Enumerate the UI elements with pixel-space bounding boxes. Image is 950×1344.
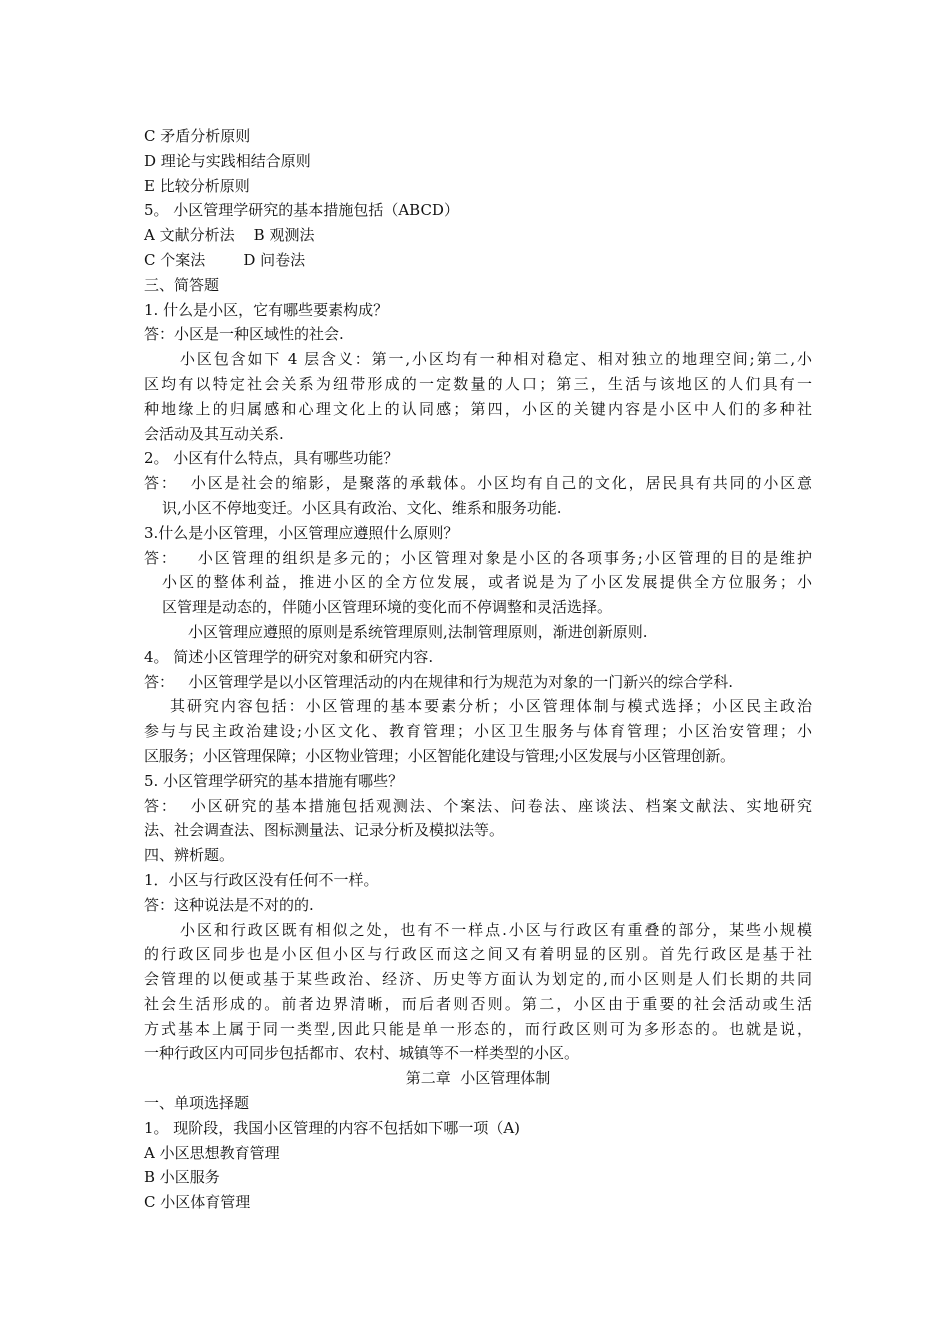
sa-answer-3-line-2: 小区的整体利益，推进小区的全方位发展，或者说是为了小区发展提供全方位服务；小 bbox=[162, 573, 812, 592]
options-a-b: A 文献分析法 B 观测法 bbox=[144, 226, 315, 245]
option-e-comparison: E 比较分析原则 bbox=[144, 176, 250, 195]
sa-answer-1-line-3: 种地缘上的归属感和心理文化上的认同感；第四，小区的关键内容是小区中人们的多种社 bbox=[144, 399, 812, 418]
sa-answer-1-paragraph bbox=[144, 347, 812, 446]
sa-answer-5-line-2: 法、社会调查法、图标测量法、记录分析及模拟法等。 bbox=[144, 821, 505, 840]
sc-option-c: C 小区体育管理 bbox=[144, 1193, 251, 1212]
an-question-1: 1．小区与行政区没有任何不一样。 bbox=[144, 870, 379, 889]
sa-question-5: 5. 小区管理学研究的基本措施有哪些？ bbox=[144, 771, 404, 790]
option-d-theory-practice: D 理论与实践相结合原则 bbox=[144, 151, 311, 170]
sa-answer-4-line-3: 参与与民主政治建设;小区文化、教育管理；小区卫生服务与体育管理；小区治安管理；小 bbox=[144, 722, 812, 741]
sa-question-3: 3.什么是小区管理，小区管理应遵照什么原则？ bbox=[144, 523, 459, 542]
sa-answer-1-line-4: 会活动及其互动关系. bbox=[144, 424, 284, 443]
sc-option-b: B 小区服务 bbox=[144, 1168, 220, 1187]
an-answer-1-intro: 答：这种说法是不对的的. bbox=[144, 895, 314, 914]
an-answer-1-line-5: 方式基本上属于同一类型,因此只能是单一形态的，而行政区则可为多形态的。也就是说， bbox=[144, 1019, 812, 1038]
an-answer-1-line-1: 小区和行政区既有相似之处，也有不一样点.小区与行政区有重叠的部分，某些小规模 bbox=[180, 920, 812, 939]
sc-question-1: 1。 现阶段，我国小区管理的内容不包括如下哪一项（A) bbox=[144, 1118, 520, 1137]
sa-answer-4-line-2: 其研究内容包括：小区管理的基本要素分析；小区管理体制与模式选择；小区民主政治 bbox=[170, 697, 812, 716]
sa-answer-4-line-4: 区服务；小区管理保障；小区物业管理；小区智能化建设与管理;小区发展与小区管理创新。 bbox=[144, 746, 735, 765]
section-single-choice-heading: 一、单项选择题 bbox=[144, 1094, 250, 1113]
sa-answer-4-line-1: 答： 小区管理学是以小区管理活动的内在规律和行为规范为对象的一门新兴的综合学科. bbox=[144, 672, 734, 691]
sa-answer-3-paragraph bbox=[144, 546, 812, 645]
an-answer-1-line-6: 一种行政区内可同步包括都市、农村、城镇等不一样类型的小区。 bbox=[144, 1044, 580, 1063]
sa-question-4: 4。 简述小区管理学的研究对象和研究内容. bbox=[144, 647, 434, 666]
sa-answer-3-principles: 小区管理应遵照的原则是系统管理原则,法制管理原则，渐进创新原则. bbox=[188, 622, 648, 641]
sa-answer-2-line-2: 识,小区不停地变迁。小区具有政治、文化、维系和服务功能. bbox=[162, 498, 562, 517]
sa-answer-3-line-3: 区管理是动态的，伴随小区管理环境的变化而不停调整和灵活选择。 bbox=[162, 598, 613, 617]
sa-answer-1-intro: 答：小区是一种区域性的社会. bbox=[144, 325, 344, 344]
options-c-d: C 个案法 D 问卷法 bbox=[144, 250, 306, 269]
an-answer-1-line-2: 的行政区同步也是小区但小区与行政区而这之间又有着明显的区别。首先行政区是基于社 bbox=[144, 945, 812, 964]
sa-answer-2-paragraph bbox=[144, 471, 812, 521]
sc-option-a: A 小区思想教育管理 bbox=[144, 1143, 280, 1162]
sa-answer-2-line-1: 答： 小区是社会的缩影，是聚落的承载体。小区均有自己的文化，居民具有共同的小区意 bbox=[144, 474, 812, 493]
an-answer-1-line-4: 社会生活形成的。前者边界清晰，而后者则否则。第二，小区由于重要的社会活动或生活 bbox=[144, 994, 812, 1013]
document-body bbox=[144, 124, 812, 1215]
option-c-contradiction: C 矛盾分析原则 bbox=[144, 127, 251, 145]
question-5-methods: 5。 小区管理学研究的基本措施包括（ABCD） bbox=[144, 201, 459, 220]
an-answer-1-paragraph bbox=[144, 918, 812, 1067]
sa-answer-5-line-1: 答： 小区研究的基本措施包括观测法、个案法、问卷法、座谈法、档案文献法、实地研究 bbox=[144, 796, 812, 815]
sa-question-2: 2。 小区有什么特点，具有哪些功能？ bbox=[144, 449, 399, 468]
sa-answer-3-line-1: 答： 小区管理的组织是多元的；小区管理对象是小区的各项事务;小区管理的目的是维护 bbox=[144, 548, 812, 567]
chapter-2-title: 第二章 小区管理体制 bbox=[405, 1069, 551, 1088]
sa-answer-5-paragraph bbox=[144, 794, 812, 844]
sa-question-1: 1. 什么是小区，它有哪些要素构成？ bbox=[144, 300, 389, 319]
an-answer-1-line-3: 会管理的以便或基于某些政治、经济、历史等方面认为划定的,而小区则是人们长期的共同 bbox=[144, 970, 812, 989]
section-analysis-heading: 四、辨析题。 bbox=[144, 846, 235, 865]
sa-answer-1-line-2: 区均有以特定社会关系为纽带形成的一定数量的人口；第三，生活与该地区的人们具有一 bbox=[144, 374, 812, 393]
sa-answer-1-line-1: 小区包含如下 4 层含义：第一,小区均有一种相对稳定、相对独立的地理空间;第二,小 bbox=[180, 350, 812, 369]
section-short-answer-heading: 三、简答题 bbox=[144, 275, 220, 294]
sa-answer-4-paragraph bbox=[144, 670, 812, 769]
